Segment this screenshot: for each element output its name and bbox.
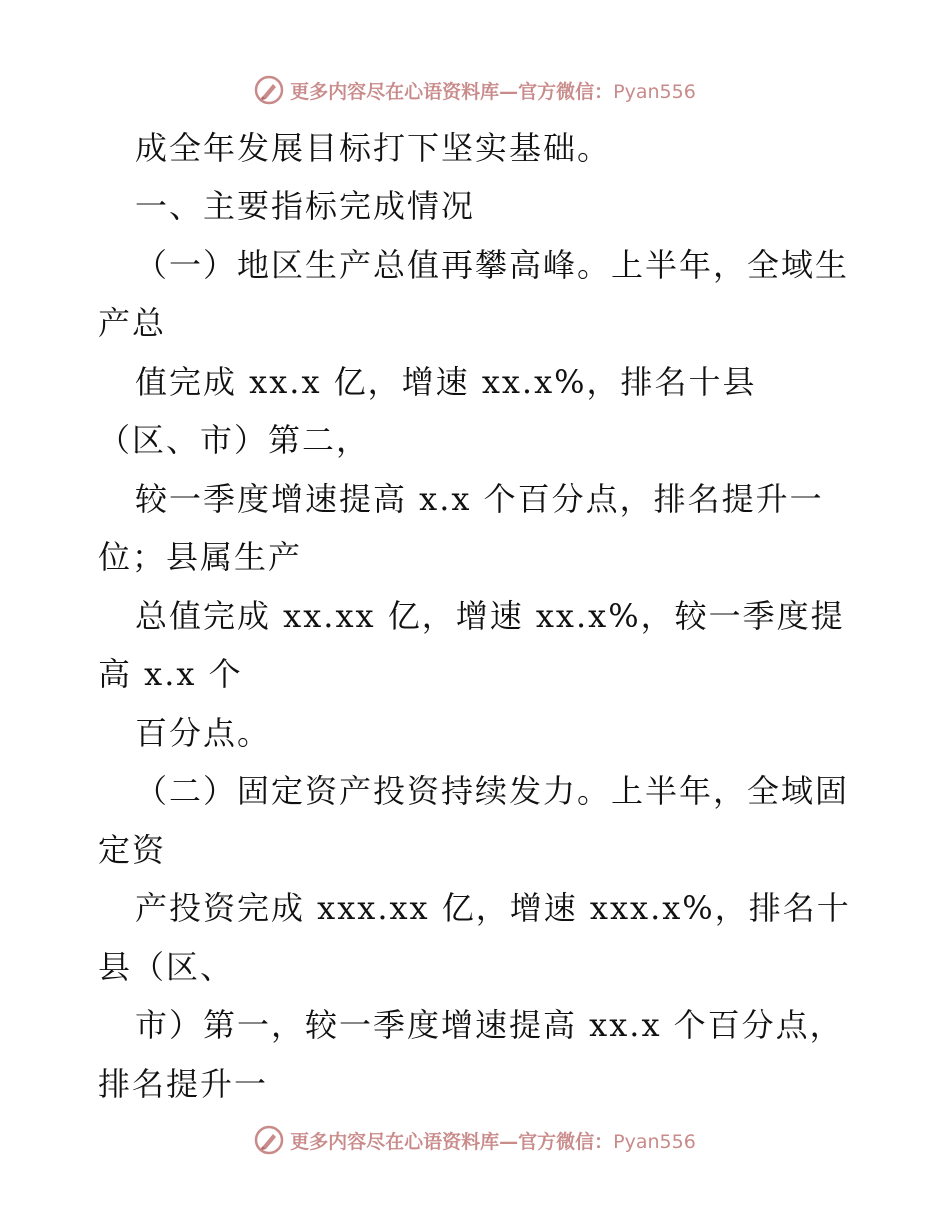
- paragraph-line: 总值完成 xx.xx 亿，增速 xx.x%，较一季度提: [135, 597, 845, 635]
- paragraph-line: 值完成 xx.x 亿，增速 xx.x%，排名十县: [135, 363, 757, 401]
- paragraph-line: 位；县属生产: [98, 538, 303, 576]
- pen-logo-icon: [254, 1125, 284, 1155]
- paragraph-line: （二）固定资产投资持续发力。上半年，全域固: [135, 772, 850, 810]
- paragraph-line: 产投资完成 xxx.xx 亿，增速 xxx.x%，排名十: [135, 889, 851, 927]
- paragraph-line: 百分点。: [135, 714, 272, 752]
- paragraph-line: 较一季度增速提高 x.x 个百分点，排名提升一: [135, 480, 824, 518]
- footer-watermark: [0, 1120, 950, 1160]
- paragraph-line: 县（区、: [98, 948, 235, 986]
- paragraph-line: （区、市）第二，: [98, 421, 371, 459]
- section-heading: 一、主要指标完成情况: [135, 187, 476, 225]
- paragraph-line: 定资: [98, 831, 167, 869]
- watermark-text: 更多内容尽在心语资料库—官方微信：Pyan556: [290, 1130, 696, 1153]
- header-watermark: [0, 70, 950, 110]
- pen-logo-icon: [254, 75, 284, 105]
- paragraph-line: 市）第一，较一季度增速提高 xx.x 个百分点，: [135, 1006, 844, 1044]
- watermark-text: 更多内容尽在心语资料库—官方微信：Pyan556: [290, 80, 696, 103]
- paragraph-line: 成全年发展目标打下坚实基础。: [135, 129, 612, 167]
- paragraph-line: （一）地区生产总值再攀高峰。上半年，全域生: [135, 246, 850, 284]
- paragraph-line: 排名提升一: [98, 1065, 269, 1103]
- paragraph-line: 产总: [98, 304, 167, 342]
- paragraph-line: 高 x.x 个: [98, 655, 243, 693]
